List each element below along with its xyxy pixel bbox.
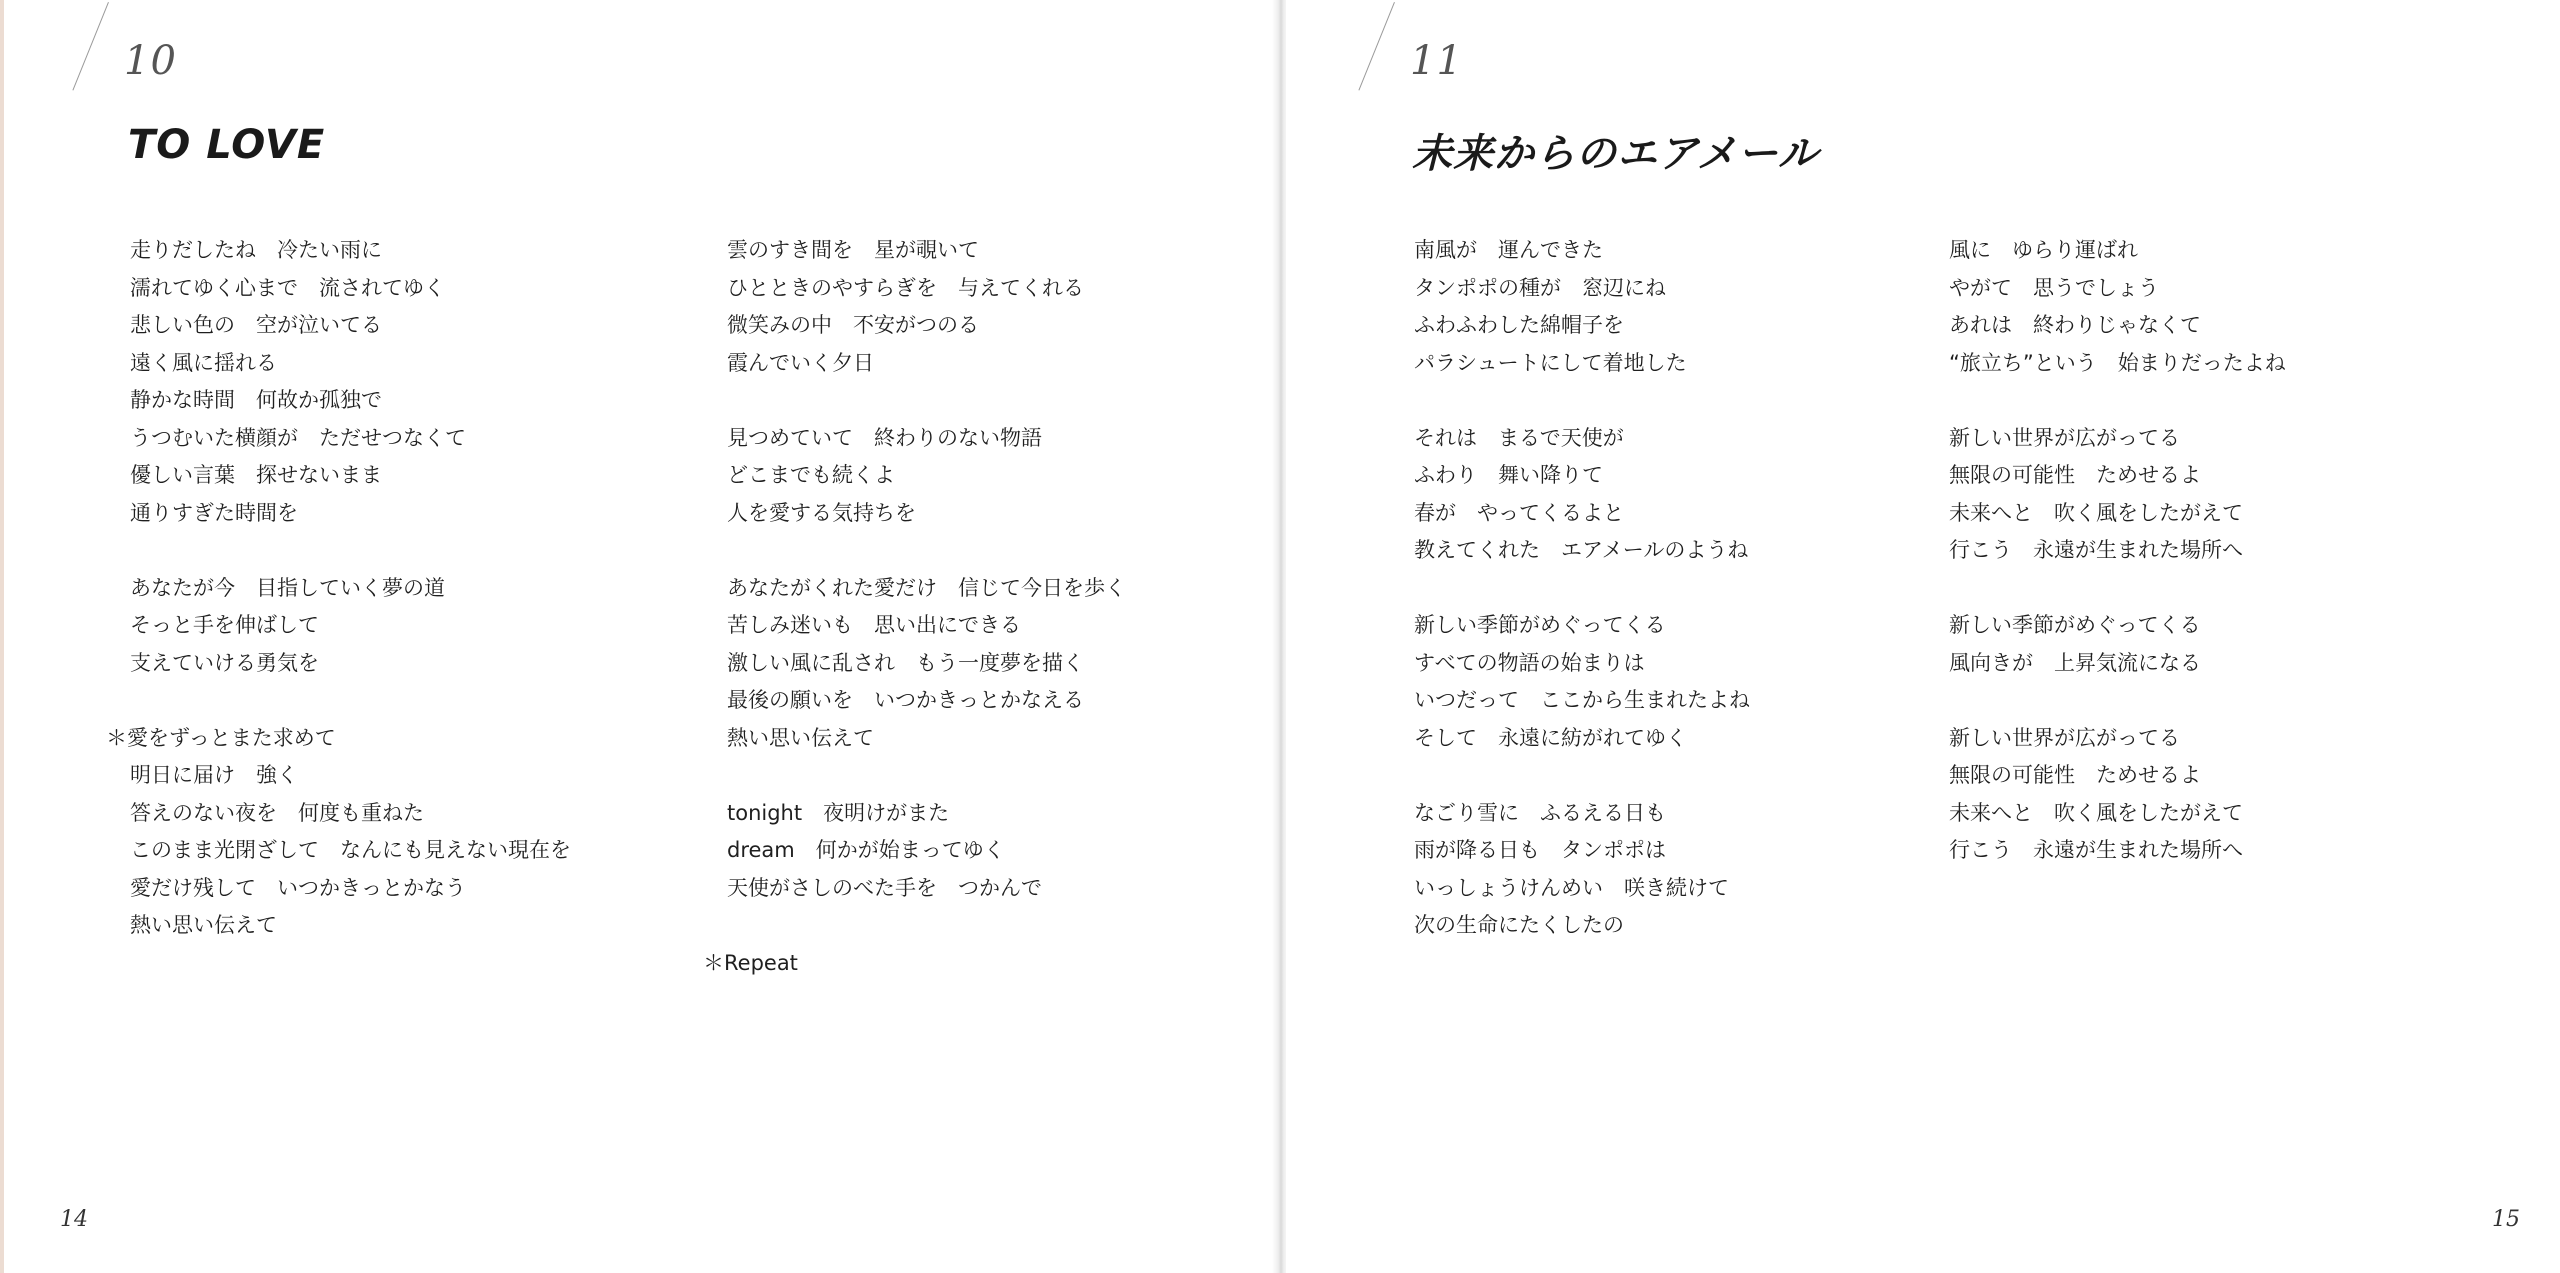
lyric-line: ふわふわした綿帽子を <box>1414 313 1624 337</box>
lyric-line: ひとときのやすらぎを 与えてくれる <box>727 275 1084 300</box>
lyric-stanza <box>1949 420 2286 570</box>
lyric-line: 優しい言葉 探せないまま <box>130 463 382 487</box>
lyric-line: 愛だけ残して いつかきっとかなう <box>130 875 466 900</box>
decorative-slash <box>72 2 109 90</box>
lyric-stanza <box>1949 607 2286 682</box>
lyric-line: 見つめていて 終わりのない物語 <box>727 425 1042 450</box>
lyric-line: 風向きが 上昇気流になる <box>1949 650 2201 675</box>
lyric-line: 微笑みの中 不安がつのる <box>727 313 979 337</box>
lyric-line: 人を愛する気持ちを <box>727 500 916 525</box>
lyric-line: パラシュートにして着地した <box>1414 350 1687 375</box>
lyrics-column-2 <box>703 232 1126 1020</box>
lyrics-column-2 <box>1949 232 2286 907</box>
lyric-line: 苦しみ迷いも 思い出にできる <box>727 613 1021 637</box>
lyric-stanza <box>130 232 571 532</box>
lyric-line: 新しい世界が広がってる <box>1949 725 2180 750</box>
track-number: 10 <box>124 38 177 84</box>
lyric-line: ＊愛をずっとまた求めて <box>106 725 336 750</box>
lyric-stanza <box>727 232 1126 382</box>
lyric-line: タンポポの種が 窓辺にね <box>1414 275 1666 300</box>
lyric-line: すべての物語の始まりは <box>1414 650 1645 675</box>
lyric-line: 雨が降る日も タンポポは <box>1414 838 1666 862</box>
lyric-stanza <box>727 795 1126 908</box>
page-number: 14 <box>60 1207 88 1232</box>
lyric-line: 無限の可能性 ためせるよ <box>1949 463 2201 487</box>
song-title: 未来からのエアメール <box>1412 131 1819 177</box>
right-page <box>1286 0 2560 1273</box>
lyric-line: 天使がさしのべた手を つかんで <box>727 875 1042 900</box>
lyric-line: 南風が 運んできた <box>1414 238 1603 262</box>
lyric-line: 行こう 永遠が生まれた場所へ <box>1949 838 2243 862</box>
lyric-line: ＊Repeat <box>703 950 798 975</box>
lyric-line: そっと手を伸ばして <box>130 613 319 637</box>
lyric-line: 雲のすき間を 星が覗いて <box>727 238 979 262</box>
lyric-line: やがて 思うでしょう <box>1949 275 2159 300</box>
lyric-line: 遠く風に揺れる <box>130 350 277 375</box>
lyric-line: 霞んでいく夕日 <box>727 350 874 375</box>
left-page <box>0 0 1278 1273</box>
lyric-line: 次の生命にたくしたの <box>1414 913 1624 937</box>
lyric-line: 行こう 永遠が生まれた場所へ <box>1949 538 2243 562</box>
lyric-line: 明日に届け 強く <box>130 763 298 787</box>
lyric-line: 通りすぎた時間を <box>130 500 298 525</box>
lyric-line: 未来へと 吹く風をしたがえて <box>1949 500 2243 525</box>
lyric-stanza <box>1414 607 1750 757</box>
lyric-line: 教えてくれた エアメールのようね <box>1414 538 1749 562</box>
lyric-line: ふわり 舞い降りて <box>1414 463 1603 487</box>
lyric-line: 未来へと 吹く風をしたがえて <box>1949 800 2243 825</box>
lyric-line: 答えのない夜を 何度も重ねた <box>130 800 424 825</box>
lyric-line: あなたがくれた愛だけ 信じて今日を歩く <box>727 575 1126 600</box>
lyric-line: なごり雪に ふるえる日も <box>1414 800 1666 825</box>
lyric-stanza <box>1414 232 1750 382</box>
lyric-stanza <box>130 570 571 683</box>
lyric-line: 熱い思い伝えて <box>727 725 874 750</box>
lyric-line: “旅立ち”という 始まりだったよね <box>1949 350 2286 375</box>
lyric-stanza <box>1414 420 1750 570</box>
lyric-line: 悲しい色の 空が泣いてる <box>130 313 382 337</box>
lyric-stanza <box>727 420 1126 533</box>
lyric-line: 無限の可能性 ためせるよ <box>1949 763 2201 787</box>
lyric-line: 風に ゆらり運ばれ <box>1949 238 2138 262</box>
lyric-line: 熱い思い伝えて <box>130 913 277 937</box>
lyric-line: どこまでも続くよ <box>727 463 895 487</box>
lyric-line: 静かな時間 何故か孤独で <box>130 388 382 412</box>
lyric-line: 濡れてゆく心まで 流されてゆく <box>130 275 445 300</box>
lyric-line: それは まるで天使が <box>1414 425 1624 450</box>
lyric-line: いつだって ここから生まれたよね <box>1414 688 1750 712</box>
page-number: 15 <box>2492 1207 2520 1232</box>
lyrics-column-1 <box>106 232 571 982</box>
lyric-line: あれは 終わりじゃなくて <box>1949 313 2201 337</box>
lyric-stanza <box>106 720 571 945</box>
lyric-line: このまま光閉ざして なんにも見えない現在を <box>130 838 571 862</box>
lyric-line: 新しい季節がめぐってくる <box>1414 613 1666 637</box>
lyric-line: 支えていける勇気を <box>130 650 319 675</box>
lyric-stanza <box>1949 232 2286 382</box>
lyric-line: 走りだしたね 冷たい雨に <box>130 238 382 262</box>
lyric-line: うつむいた横顔が ただせつなくて <box>130 425 466 450</box>
lyric-line: 春が やってくるよと <box>1414 500 1624 525</box>
decorative-slash <box>1358 2 1395 90</box>
lyric-stanza <box>703 945 1126 983</box>
lyric-stanza <box>727 570 1126 758</box>
lyric-stanza <box>1414 795 1750 945</box>
track-number: 11 <box>1410 38 1463 84</box>
lyric-line: あなたが今 目指していく夢の道 <box>130 575 445 600</box>
lyric-line: tonight 夜明けがまた <box>727 800 950 825</box>
lyric-line: dream 何かが始まってゆく <box>727 838 1005 862</box>
lyric-line: 新しい世界が広がってる <box>1949 425 2180 450</box>
song-title: TO LOVE <box>128 122 326 168</box>
lyrics-column-1 <box>1414 232 1750 982</box>
lyric-line: いっしょうけんめい 咲き続けて <box>1414 875 1729 900</box>
lyric-stanza <box>1949 720 2286 870</box>
lyric-line: 激しい風に乱され もう一度夢を描く <box>727 650 1084 675</box>
lyric-line: 新しい季節がめぐってくる <box>1949 613 2201 637</box>
lyric-line: 最後の願いを いつかきっとかなえる <box>727 688 1084 712</box>
lyric-line: そして 永遠に紡がれてゆく <box>1414 725 1687 750</box>
